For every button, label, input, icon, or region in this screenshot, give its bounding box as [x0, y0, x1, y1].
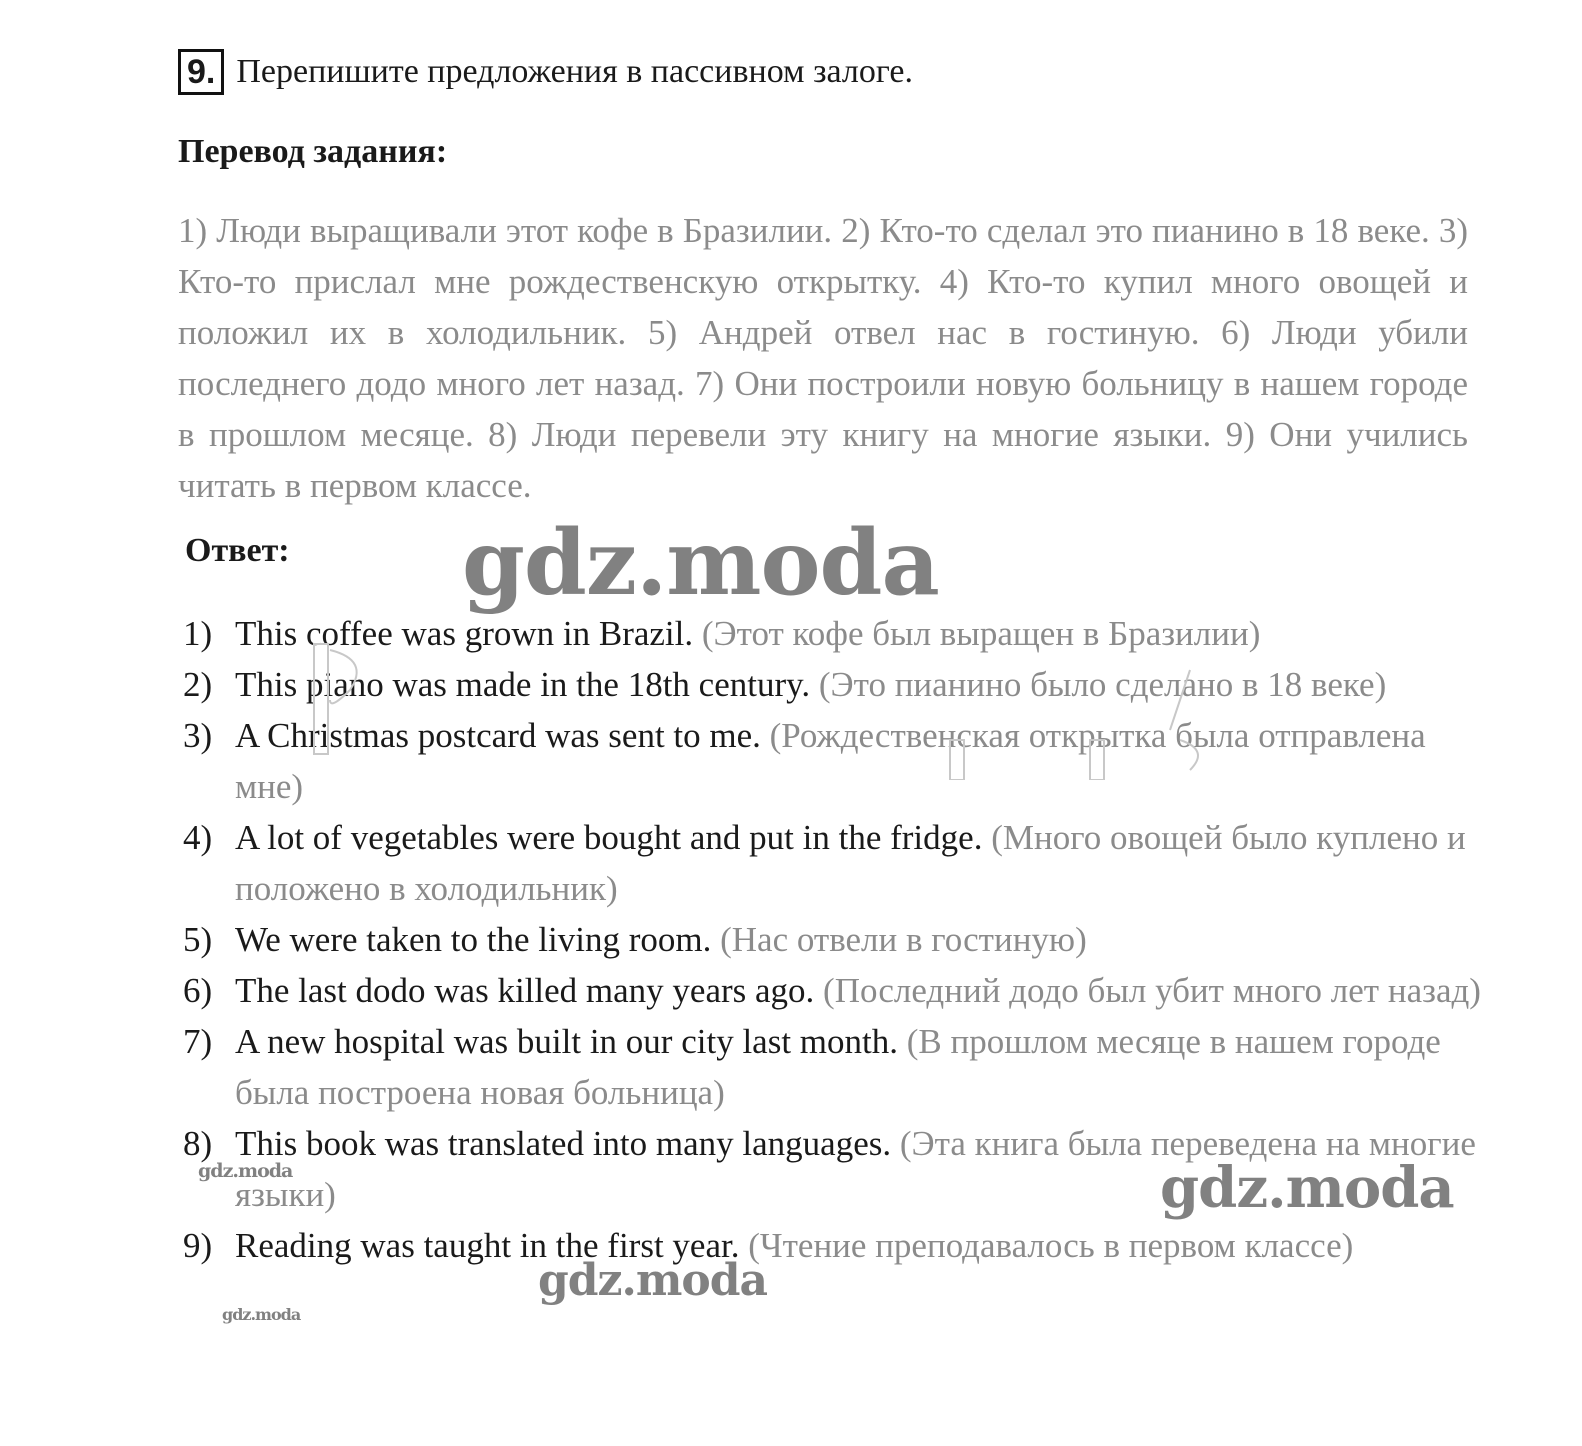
answer-item — [183, 710, 1483, 812]
answer-number: 2) — [183, 665, 213, 704]
watermark-logo: gdz.moda — [198, 1160, 293, 1182]
translation-text: 1) Люди выращивали этот кофе в Бразилии. 2) Кто-то сделал это пианино в 18 веке. 3) Кто-то прислал мне рождественскую открытку. 4) Кто-то купил много овощей и положил их в холодильник. 5) Андрей отвел нас в гостиную. 6) Люди убили последнего додо много лет назад. 7) Они построили новую больницу в нашем городе в прошлом месяце. 8) Люди перевели эту книгу на многие языки. 9) Они учились читать в первом классе. — [178, 211, 1468, 505]
answer-english: A lot of vegetables were bought and put in the fridge. — [235, 818, 983, 857]
watermark-logo: gdz.moda — [538, 1255, 768, 1306]
answer-heading: Ответ: — [185, 532, 290, 569]
watermark-logo: gdz.moda — [222, 1305, 301, 1324]
task-header — [178, 46, 913, 98]
answer-item — [183, 965, 1483, 1016]
answer-item — [183, 1220, 1483, 1271]
answer-english: This coffee was grown in Brazil. — [235, 614, 694, 653]
translation-heading: Перевод задания: — [178, 133, 448, 170]
answer-number: 7) — [183, 1022, 213, 1061]
answer-russian: (Чтение преподавалось в первом классе) — [748, 1226, 1354, 1265]
answer-item — [183, 914, 1483, 965]
answer-english: The last dodo was killed many years ago. — [235, 971, 815, 1010]
answer-russian: (Это пианино было сделано в 18 веке) — [818, 665, 1387, 704]
answer-english: We were taken to the living room. — [235, 920, 712, 959]
answer-russian: (Эта книга была переведена на многие языки) — [235, 1124, 1476, 1214]
answer-russian: (Много овощей было куплено и положено в холодильник) — [235, 818, 1466, 908]
answer-item — [183, 812, 1483, 914]
answer-russian: (В прошлом месяце в нашем городе была построена новая больница) — [235, 1022, 1441, 1112]
answer-russian: (Последний додо был убит много лет назад) — [823, 971, 1481, 1010]
answer-item — [183, 1016, 1483, 1118]
watermark-logo: gdz.moda — [1160, 1155, 1454, 1221]
answer-english: A Christmas postcard was sent to me. — [235, 716, 761, 755]
answer-item — [183, 608, 1483, 659]
answer-item — [183, 659, 1483, 710]
task-instruction: Перепишите предложения в пассивном залоге. — [236, 53, 913, 90]
answer-number: 8) — [183, 1124, 213, 1163]
task-number-box: 9. — [178, 49, 224, 95]
answer-number: 3) — [183, 716, 213, 755]
answer-english: This book was translated into many languages. — [235, 1124, 892, 1163]
answer-english: This piano was made in the 18th century. — [235, 665, 811, 704]
answer-number: 4) — [183, 818, 213, 857]
answer-list — [183, 608, 1483, 1271]
answer-russian: (Нас отвели в гостиную) — [720, 920, 1087, 959]
answer-item — [183, 1118, 1483, 1220]
answer-russian: (Этот кофе был выращен в Бразилии) — [701, 614, 1261, 653]
answer-number: 5) — [183, 920, 213, 959]
answer-number: 1) — [183, 614, 213, 653]
answer-english: A new hospital was built in our city last month. — [235, 1022, 899, 1061]
answer-number: 6) — [183, 971, 213, 1010]
answer-english: Reading was taught in the first year. — [235, 1226, 740, 1265]
answer-russian: (Рождественская открытка была отправлена мне) — [235, 716, 1426, 806]
watermark-logo: gdz.moda — [462, 510, 939, 616]
answer-number: 9) — [183, 1226, 213, 1265]
